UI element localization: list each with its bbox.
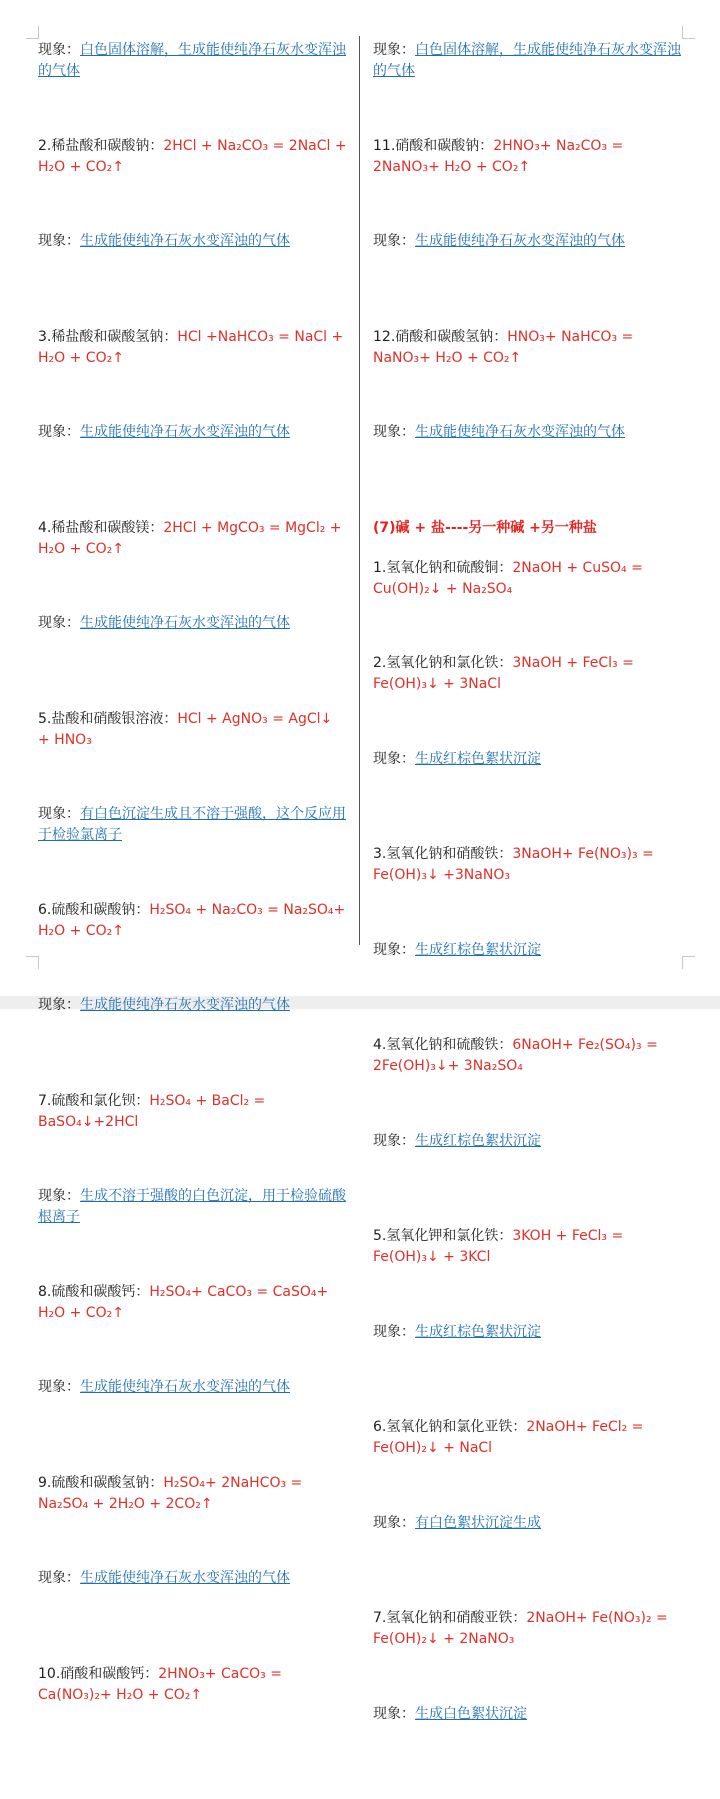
reaction-label: 4.稀盐酸和碳酸镁：: [38, 520, 163, 536]
phenomenon-entry: [38, 1186, 348, 1282]
reaction-entry: [373, 1035, 683, 1131]
phenomenon-entry: [38, 40, 348, 136]
phenomenon-text: 生成能使纯净石灰水变浑浊的气体: [80, 233, 290, 249]
phenomenon-text: 生成能使纯净石灰水变浑浊的气体: [80, 1379, 290, 1395]
phenomenon-entry: [38, 995, 348, 1091]
phenomenon-text: 白色固体溶解，生成能使纯净石灰水变浑浊的气体: [373, 42, 681, 79]
reaction-label: 2.氢氧化钠和氯化铁：: [373, 655, 512, 671]
phenomenon-entry: [373, 1131, 683, 1227]
right-column: [373, 40, 683, 1799]
reaction-label: 7.硫酸和氯化钡：: [38, 1093, 149, 1109]
reaction-equation: 3NaOH+ Fe(NO₃)₃ = Fe(OH)₃↓ +3NaNO₃: [373, 846, 654, 883]
phenomenon-entry: [373, 749, 683, 845]
reaction-entry: [373, 844, 683, 940]
reaction-equation: HCl +NaHCO₃ = NaCl + H₂O + CO₂↑: [38, 329, 343, 366]
phenomenon-entry: [373, 40, 683, 136]
phenomenon-entry: [38, 422, 348, 518]
phenomenon-text: 生成能使纯净石灰水变浑浊的气体: [415, 424, 625, 440]
phenomenon-entry: [373, 422, 683, 518]
reaction-label: 7.氢氧化钠和硝酸亚铁：: [373, 1610, 526, 1626]
phenomenon-label: 现象：: [373, 233, 415, 249]
phenomenon-text: 生成红棕色絮状沉淀: [415, 751, 541, 767]
phenomenon-text: 生成红棕色絮状沉淀: [415, 1133, 541, 1149]
phenomenon-text: 白色固体溶解，生成能使纯净石灰水变浑浊的气体: [38, 42, 346, 79]
phenomenon-text: 生成能使纯净石灰水变浑浊的气体: [80, 997, 290, 1013]
reaction-entry: [373, 136, 683, 232]
reaction-label: 5.盐酸和硝酸银溶液：: [38, 711, 177, 727]
reaction-equation: HNO₃+ NaHCO₃ = NaNO₃+ H₂O + CO₂↑: [373, 329, 633, 366]
reaction-equation: 3KOH + FeCl₃ = Fe(OH)₃↓ + 3KCl: [373, 1228, 623, 1265]
reaction-equation: HCl + AgNO₃ = AgCl↓ + HNO₃: [38, 711, 332, 748]
reaction-label: 3.氢氧化钠和硝酸铁：: [373, 846, 512, 862]
phenomenon-entry: [373, 1322, 683, 1418]
reaction-entry: [373, 1417, 683, 1513]
reaction-entry: [373, 1226, 683, 1322]
reaction-equation: 2NaOH+ Fe(NO₃)₂ = Fe(OH)₂↓ + 2NaNO₃: [373, 1610, 668, 1647]
reaction-equation: 3NaOH + FeCl₃ = Fe(OH)₃↓ + 3NaCl: [373, 655, 634, 692]
phenomenon-label: 现象：: [373, 1706, 415, 1722]
reaction-entry: [373, 327, 683, 423]
phenomenon-entry: [38, 231, 348, 327]
reaction-label: 5.氢氧化钾和氯化铁：: [373, 1228, 512, 1244]
reaction-equation: 2HCl + Na₂CO₃ = 2NaCl + H₂O + CO₂↑: [38, 138, 347, 175]
reaction-equation: 2HNO₃+ Na₂CO₃ = 2NaNO₃+ H₂O + CO₂↑: [373, 138, 623, 175]
phenomenon-label: 现象：: [38, 1570, 80, 1586]
phenomenon-label: 现象：: [373, 942, 415, 958]
reaction-entry: [373, 558, 683, 654]
reaction-label: 6.氢氧化钠和氯化亚铁：: [373, 1419, 526, 1435]
phenomenon-text: 有白色絮状沉淀生成: [415, 1515, 541, 1531]
phenomenon-label: 现象：: [373, 1324, 415, 1340]
reaction-entry: [38, 1664, 348, 1760]
left-column: [38, 40, 348, 1759]
phenomenon-entry: [38, 1377, 348, 1473]
phenomenon-label: 现象：: [38, 233, 80, 249]
phenomenon-entry: [38, 613, 348, 709]
section-heading: [373, 518, 683, 558]
reaction-label: 9.硫酸和碳酸氢钠：: [38, 1475, 163, 1491]
reaction-equation: 2NaOH+ FeCl₂ = Fe(OH)₂↓ + NaCl: [373, 1419, 643, 1456]
crop-mark-bottom-right: [682, 956, 695, 969]
reaction-entry: [38, 900, 348, 996]
reaction-label: 6.硫酸和碳酸钠：: [38, 902, 149, 918]
phenomenon-text: 生成红棕色絮状沉淀: [415, 942, 541, 958]
reaction-entry: [38, 1091, 348, 1187]
reaction-label: 3.稀盐酸和碳酸氢钠：: [38, 329, 177, 345]
reaction-entry: [38, 1282, 348, 1378]
phenomenon-text: 生成能使纯净石灰水变浑浊的气体: [80, 615, 290, 631]
phenomenon-label: 现象：: [38, 997, 80, 1013]
reaction-equation: H₂SO₄+ CaCO₃ = CaSO₄+ H₂O + CO₂↑: [38, 1284, 328, 1321]
phenomenon-text: 有白色沉淀生成且不溶于强酸，这个反应用于检验氯离子: [38, 806, 346, 843]
reaction-label: 11.硝酸和碳酸钠：: [373, 138, 493, 154]
reaction-entry: [373, 653, 683, 749]
phenomenon-text: 生成能使纯净石灰水变浑浊的气体: [80, 1570, 290, 1586]
reaction-equation: 2HCl + MgCO₃ = MgCl₂ + H₂O + CO₂↑: [38, 520, 342, 557]
phenomenon-entry: [373, 1513, 683, 1609]
phenomenon-text: 生成白色絮状沉淀: [415, 1706, 527, 1722]
phenomenon-label: 现象：: [38, 615, 80, 631]
reaction-equation: H₂SO₄ + Na₂CO₃ = Na₂SO₄+ H₂O + CO₂↑: [38, 902, 345, 939]
phenomenon-text: 生成不溶于强酸的白色沉淀，用于检验硫酸根离子: [38, 1188, 346, 1225]
reaction-equation: 6NaOH+ Fe₂(SO₄)₃ = 2Fe(OH)₃↓+ 3Na₂SO₄: [373, 1037, 658, 1074]
reaction-equation: 2NaOH + CuSO₄ = Cu(OH)₂↓ + Na₂SO₄: [373, 560, 643, 597]
phenomenon-entry: [373, 231, 683, 327]
phenomenon-entry: [38, 1568, 348, 1664]
reaction-equation: 2HNO₃+ CaCO₃ = Ca(NO₃)₂+ H₂O + CO₂↑: [38, 1666, 282, 1703]
reaction-label: 12.硝酸和碳酸氢钠：: [373, 329, 507, 345]
phenomenon-text: 生成红棕色絮状沉淀: [415, 1324, 541, 1340]
phenomenon-label: 现象：: [373, 751, 415, 767]
phenomenon-entry: [373, 1704, 683, 1799]
reaction-label: 10.硝酸和碳酸钙：: [38, 1666, 158, 1682]
phenomenon-label: 现象：: [373, 1515, 415, 1531]
reaction-entry: [38, 327, 348, 423]
reaction-entry: [38, 136, 348, 232]
phenomenon-label: 现象：: [38, 424, 80, 440]
phenomenon-label: 现象：: [373, 424, 415, 440]
section-heading-text: (7)碱 + 盐----另一种碱 +另一种盐: [373, 520, 597, 536]
crop-mark-top-right: [682, 26, 695, 39]
reaction-entry: [38, 709, 348, 805]
reaction-label: 1.氢氧化钠和硫酸铜：: [373, 560, 512, 576]
phenomenon-label: 现象：: [38, 806, 80, 822]
phenomenon-label: 现象：: [38, 1188, 80, 1204]
reaction-label: 2.稀盐酸和碳酸钠：: [38, 138, 163, 154]
phenomenon-entry: [38, 804, 348, 900]
phenomenon-label: 现象：: [373, 1133, 415, 1149]
reaction-entry: [38, 1473, 348, 1569]
phenomenon-text: 生成能使纯净石灰水变浑浊的气体: [415, 233, 625, 249]
phenomenon-entry: [373, 940, 683, 1036]
crop-mark-top-left: [26, 26, 39, 39]
column-divider: [359, 36, 360, 945]
reaction-entry: [38, 518, 348, 614]
reaction-equation: H₂SO₄ + BaCl₂ = BaSO₄↓+2HCl: [38, 1093, 265, 1130]
phenomenon-label: 现象：: [38, 42, 80, 58]
phenomenon-label: 现象：: [38, 1379, 80, 1395]
reaction-label: 8.硫酸和碳酸钙：: [38, 1284, 149, 1300]
phenomenon-label: 现象：: [373, 42, 415, 58]
reaction-entry: [373, 1608, 683, 1704]
phenomenon-text: 生成能使纯净石灰水变浑浊的气体: [80, 424, 290, 440]
reaction-equation: H₂SO₄+ 2NaHCO₃ = Na₂SO₄ + 2H₂O + 2CO₂↑: [38, 1475, 302, 1512]
reaction-label: 4.氢氧化钠和硫酸铁：: [373, 1037, 512, 1053]
